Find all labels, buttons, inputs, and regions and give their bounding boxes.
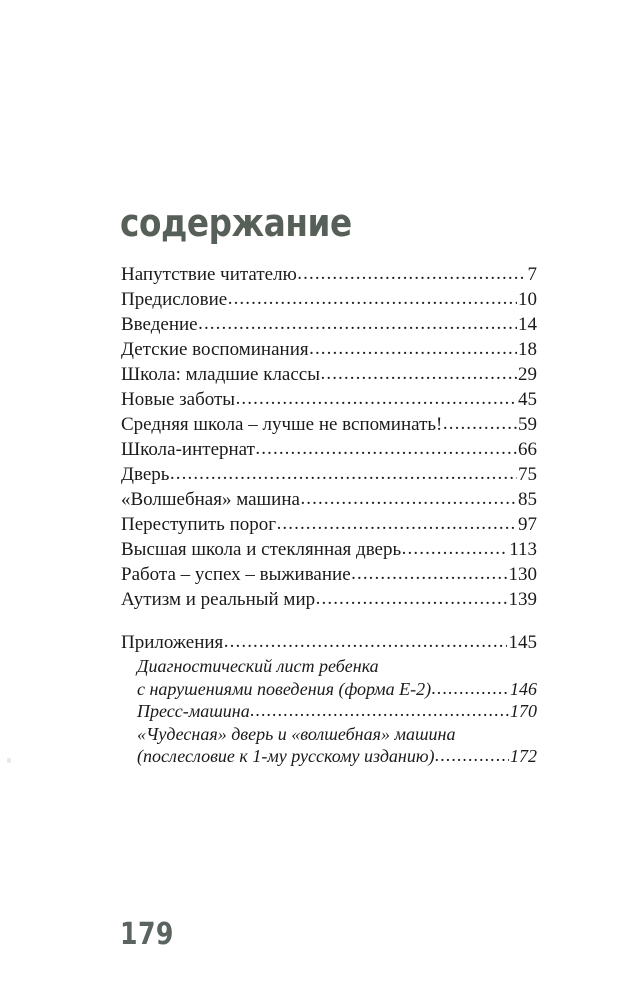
toc-subentry-label: с нарушениями поведения (форма Е-2) (137, 678, 432, 699)
dot-leader (300, 486, 516, 511)
toc-entry[interactable] (121, 562, 537, 587)
toc-subentry-label: (послесловие к 1-му русскому изданию) (137, 746, 435, 766)
toc-subentry[interactable] (137, 745, 537, 768)
dot-leader (297, 261, 526, 286)
toc-entry[interactable] (121, 412, 537, 437)
toc-entry[interactable] (121, 587, 537, 612)
toc-entry-page: 66 (518, 439, 537, 460)
toc-entry-page: 85 (518, 489, 537, 510)
toc-subentry-page: 146 (510, 678, 537, 699)
toc-entry[interactable] (121, 287, 537, 312)
toc-entry-page: 130 (508, 564, 537, 585)
toc-subentry-wrap-line: «Чудесная» дверь и «волшебная» машина (137, 723, 456, 744)
toc-entry-appendix[interactable] (121, 630, 537, 655)
dot-leader (224, 629, 507, 654)
toc-entry-label: Дверь (121, 464, 170, 485)
dot-leader (351, 561, 507, 586)
toc-entry-label: Напутствие читателю (121, 264, 297, 285)
toc-subentry-label: Пресс-машина (137, 701, 250, 721)
dot-leader (277, 511, 517, 536)
toc-entry-label: Введение (121, 314, 198, 335)
toc-entry-label: Приложения (121, 632, 224, 653)
toc-entry[interactable] (121, 437, 537, 462)
table-of-contents (121, 262, 537, 768)
toc-entry-label: Переступить порог (121, 514, 277, 535)
dot-leader (435, 744, 508, 767)
toc-entry-page: 139 (508, 589, 537, 610)
page-folio-number: 179 (120, 917, 174, 952)
dot-leader (443, 411, 517, 436)
toc-subentry-page: 170 (510, 701, 537, 721)
dot-leader (198, 311, 516, 336)
toc-entry-label: Работа – успех – выживание (121, 564, 351, 585)
toc-entry[interactable] (121, 337, 537, 362)
toc-entry-label: Высшая школа и стеклянная дверь (121, 539, 402, 560)
toc-entry-page: 45 (518, 389, 537, 410)
toc-entry[interactable] (121, 487, 537, 512)
toc-entry-page: 75 (518, 464, 537, 485)
dot-leader (432, 677, 509, 700)
page-title: содержание (120, 201, 352, 245)
toc-entry[interactable] (121, 362, 537, 387)
toc-subentry[interactable] (137, 678, 537, 701)
section-spacer (121, 612, 537, 630)
dot-leader (309, 336, 516, 361)
toc-entry-page: 7 (527, 264, 537, 285)
toc-entry[interactable] (121, 512, 537, 537)
scan-artifact-speck (7, 758, 11, 763)
toc-entry-page: 10 (518, 289, 537, 310)
toc-entry-page: 29 (518, 364, 537, 385)
toc-entry-label: Аутизм и реальный мир (121, 589, 316, 610)
toc-entry-label: Новые заботы (121, 389, 236, 410)
dot-leader (402, 536, 508, 561)
toc-entry-label: Предисловие (121, 289, 228, 310)
toc-subentry-wrap-line: Диагностический лист ребенка (137, 656, 379, 676)
toc-entry-page: 59 (518, 414, 537, 435)
dot-leader (170, 461, 517, 486)
toc-entry[interactable] (121, 387, 537, 412)
dot-leader (250, 699, 508, 722)
dot-leader (255, 436, 516, 461)
toc-entry-label: Школа: младшие классы (121, 364, 320, 385)
toc-entry[interactable] (121, 262, 537, 287)
dot-leader (321, 361, 517, 386)
toc-entry-page: 145 (508, 632, 537, 653)
toc-subentry-list (137, 655, 537, 768)
toc-entry-page: 113 (509, 539, 537, 560)
dot-leader (236, 386, 517, 411)
toc-entry-page: 14 (518, 314, 537, 335)
toc-entry[interactable] (121, 312, 537, 337)
toc-entry[interactable] (121, 462, 537, 487)
toc-subentry[interactable] (137, 700, 537, 723)
dot-leader (316, 586, 507, 611)
toc-entry-label: Школа-интернат (121, 439, 255, 460)
toc-entry-label: Детские воспоминания (121, 339, 309, 360)
toc-entry-page: 18 (518, 339, 537, 360)
dot-leader (228, 286, 517, 311)
toc-entry[interactable] (121, 537, 537, 562)
toc-entry-label: «Волшебная» машина (121, 489, 300, 510)
toc-entry-label: Средняя школа – лучше не вспоминать! (121, 414, 443, 435)
toc-subentry-page: 172 (510, 746, 537, 766)
toc-entry-page: 97 (518, 514, 537, 535)
